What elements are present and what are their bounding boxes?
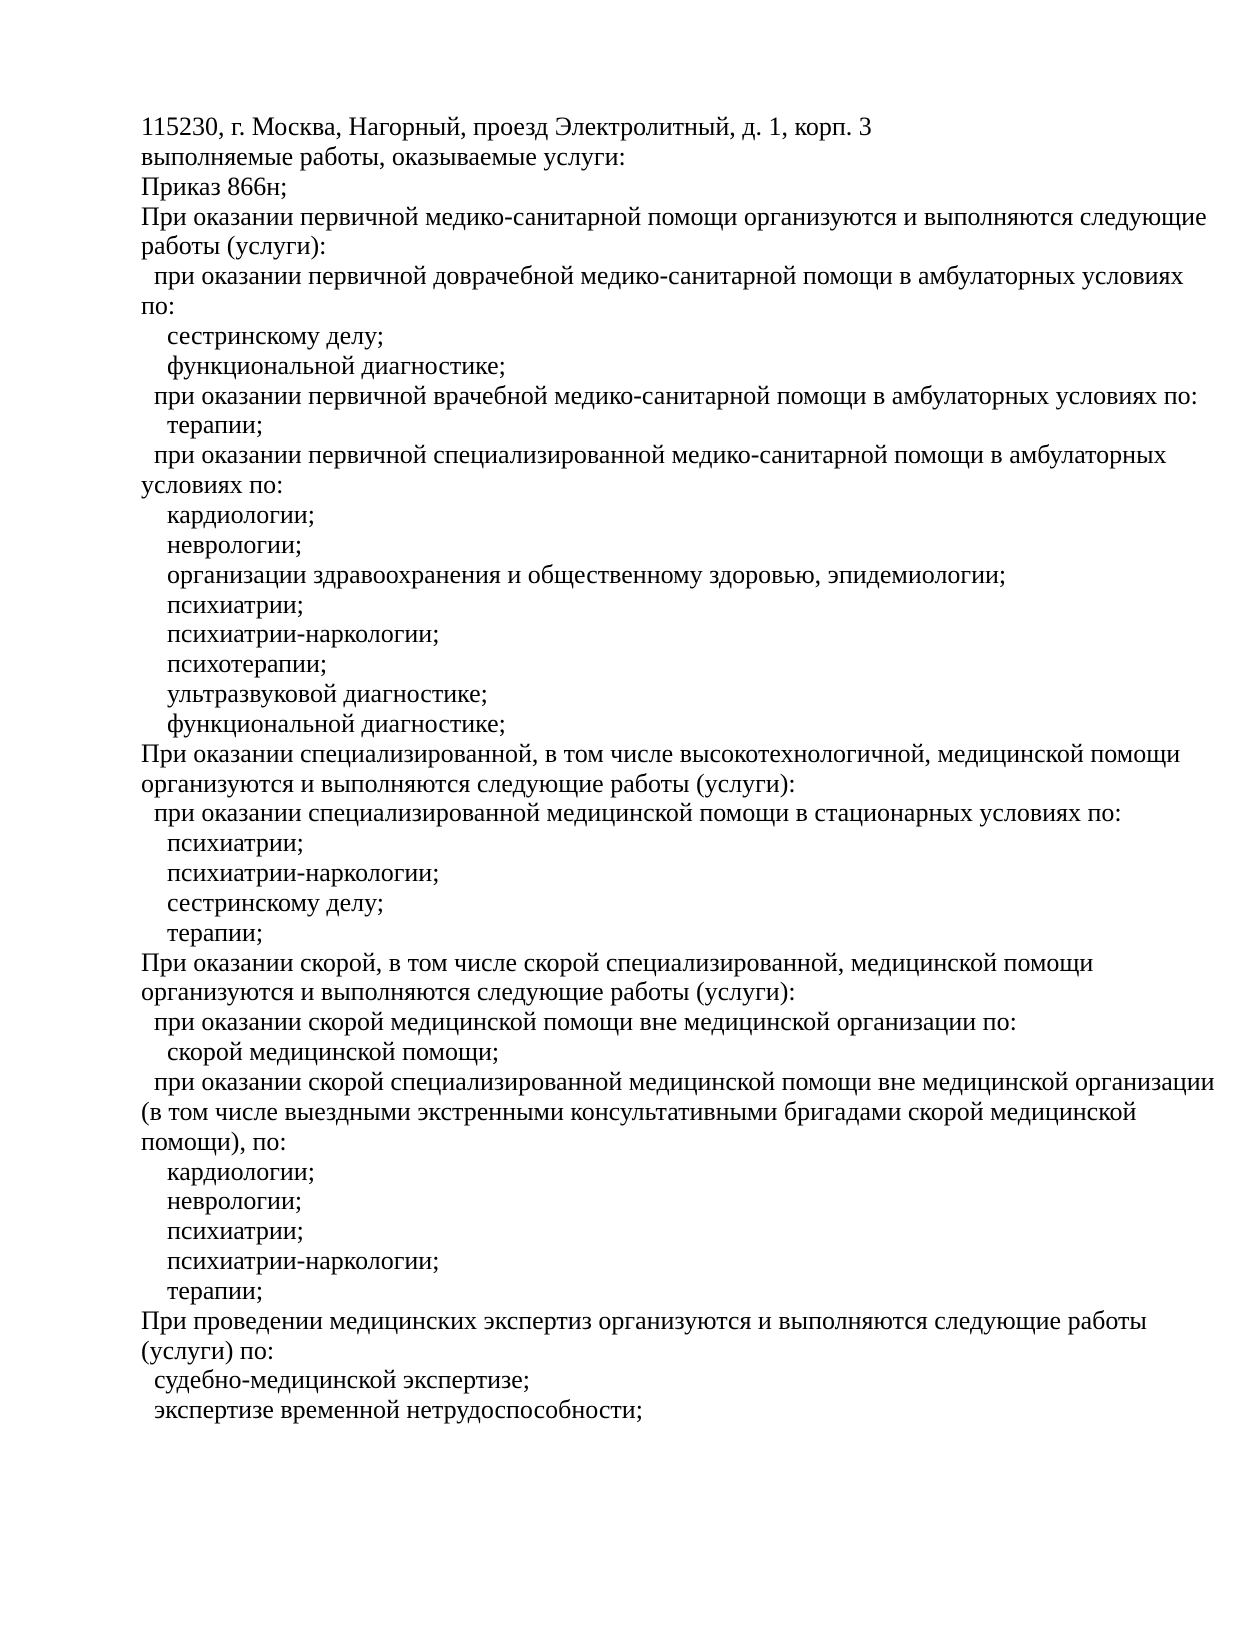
text-line: (услуги) по:: [141, 1335, 275, 1365]
text-line: При оказании первичной медико-санитарной помощи организуются и выполняются следующие: [141, 201, 1207, 231]
text-line: при оказании первичной доврачебной медико-санитарной помощи в амбулаторных условиях: [154, 261, 1184, 291]
text-line: 115230, г. Москва, Нагорный, проезд Электролитный, д. 1, корп. 3: [141, 112, 872, 141]
text-line: неврологии;: [167, 529, 303, 559]
text-line: При проведении медицинских экспертиз организуются и выполняются следующие работы: [141, 1305, 1147, 1335]
text-line: ультразвуковой диагностике;: [167, 679, 488, 709]
text-line: сестринскому делу;: [167, 320, 385, 350]
text-line: психиатрии;: [167, 589, 304, 619]
text-line: функциональной диагностике;: [167, 708, 506, 738]
text-line: кардиологии;: [167, 1156, 315, 1186]
text-line: психотерапии;: [167, 649, 328, 679]
text-line: организуются и выполняются следующие работы (услуги):: [141, 977, 796, 1007]
text-line: терапии;: [167, 1275, 264, 1305]
text-line: судебно-медицинской экспертизе;: [154, 1365, 531, 1395]
text-line: кардиологии;: [167, 499, 315, 529]
text-line: При оказании специализированной, в том числе высокотехнологичной, медицинской помощи: [141, 738, 1181, 768]
text-line: неврологии;: [167, 1186, 303, 1216]
text-line: по:: [141, 291, 176, 321]
text-line: (в том числе выездными экстренными консультативными бригадами скорой медицинской: [141, 1096, 1137, 1126]
text-line: работы (услуги):: [141, 231, 327, 261]
text-line: при оказании специализированной медицинской помощи в стационарных условиях по:: [154, 798, 1122, 828]
text-line: терапии;: [167, 917, 264, 947]
text-line: При оказании скорой, в том числе скорой специализированной, медицинской помощи: [141, 947, 1094, 977]
text-line: психиатрии-наркологии;: [167, 619, 440, 649]
text-line: при оказании первичной врачебной медико-санитарной помощи в амбулаторных условиях по:: [154, 380, 1198, 410]
text-line: скорой медицинской помощи;: [167, 1037, 500, 1067]
text-line: психиатрии;: [167, 828, 304, 858]
text-line: экспертизе временной нетрудоспособности;: [154, 1395, 643, 1425]
text-line: функциональной диагностике;: [167, 350, 506, 380]
text-line: условиях по:: [141, 470, 284, 500]
text-line: организации здравоохранения и общественному здоровью, эпидемиологии;: [167, 559, 1007, 589]
text-line: помощи), по:: [141, 1126, 287, 1156]
text-line: выполняемые работы, оказываемые услуги:: [141, 141, 626, 171]
license-works-services-text: [141, 112, 1221, 1425]
text-line: психиатрии;: [167, 1216, 304, 1246]
text-line: психиатрии-наркологии;: [167, 858, 440, 888]
text-line: психиатрии-наркологии;: [167, 1246, 440, 1276]
text-line: организуются и выполняются следующие работы (услуги):: [141, 768, 796, 798]
text-line: при оказании скорой специализированной медицинской помощи вне медицинской организации: [154, 1067, 1215, 1096]
text-line: при оказании первичной специализированной медико-санитарной помощи в амбулаторных: [154, 440, 1167, 470]
text-line: сестринскому делу;: [167, 887, 385, 917]
text-line: при оказании скорой медицинской помощи вне медицинской организации по:: [154, 1007, 1017, 1037]
text-line: Приказ 866н;: [141, 171, 288, 201]
text-line: терапии;: [167, 410, 264, 440]
